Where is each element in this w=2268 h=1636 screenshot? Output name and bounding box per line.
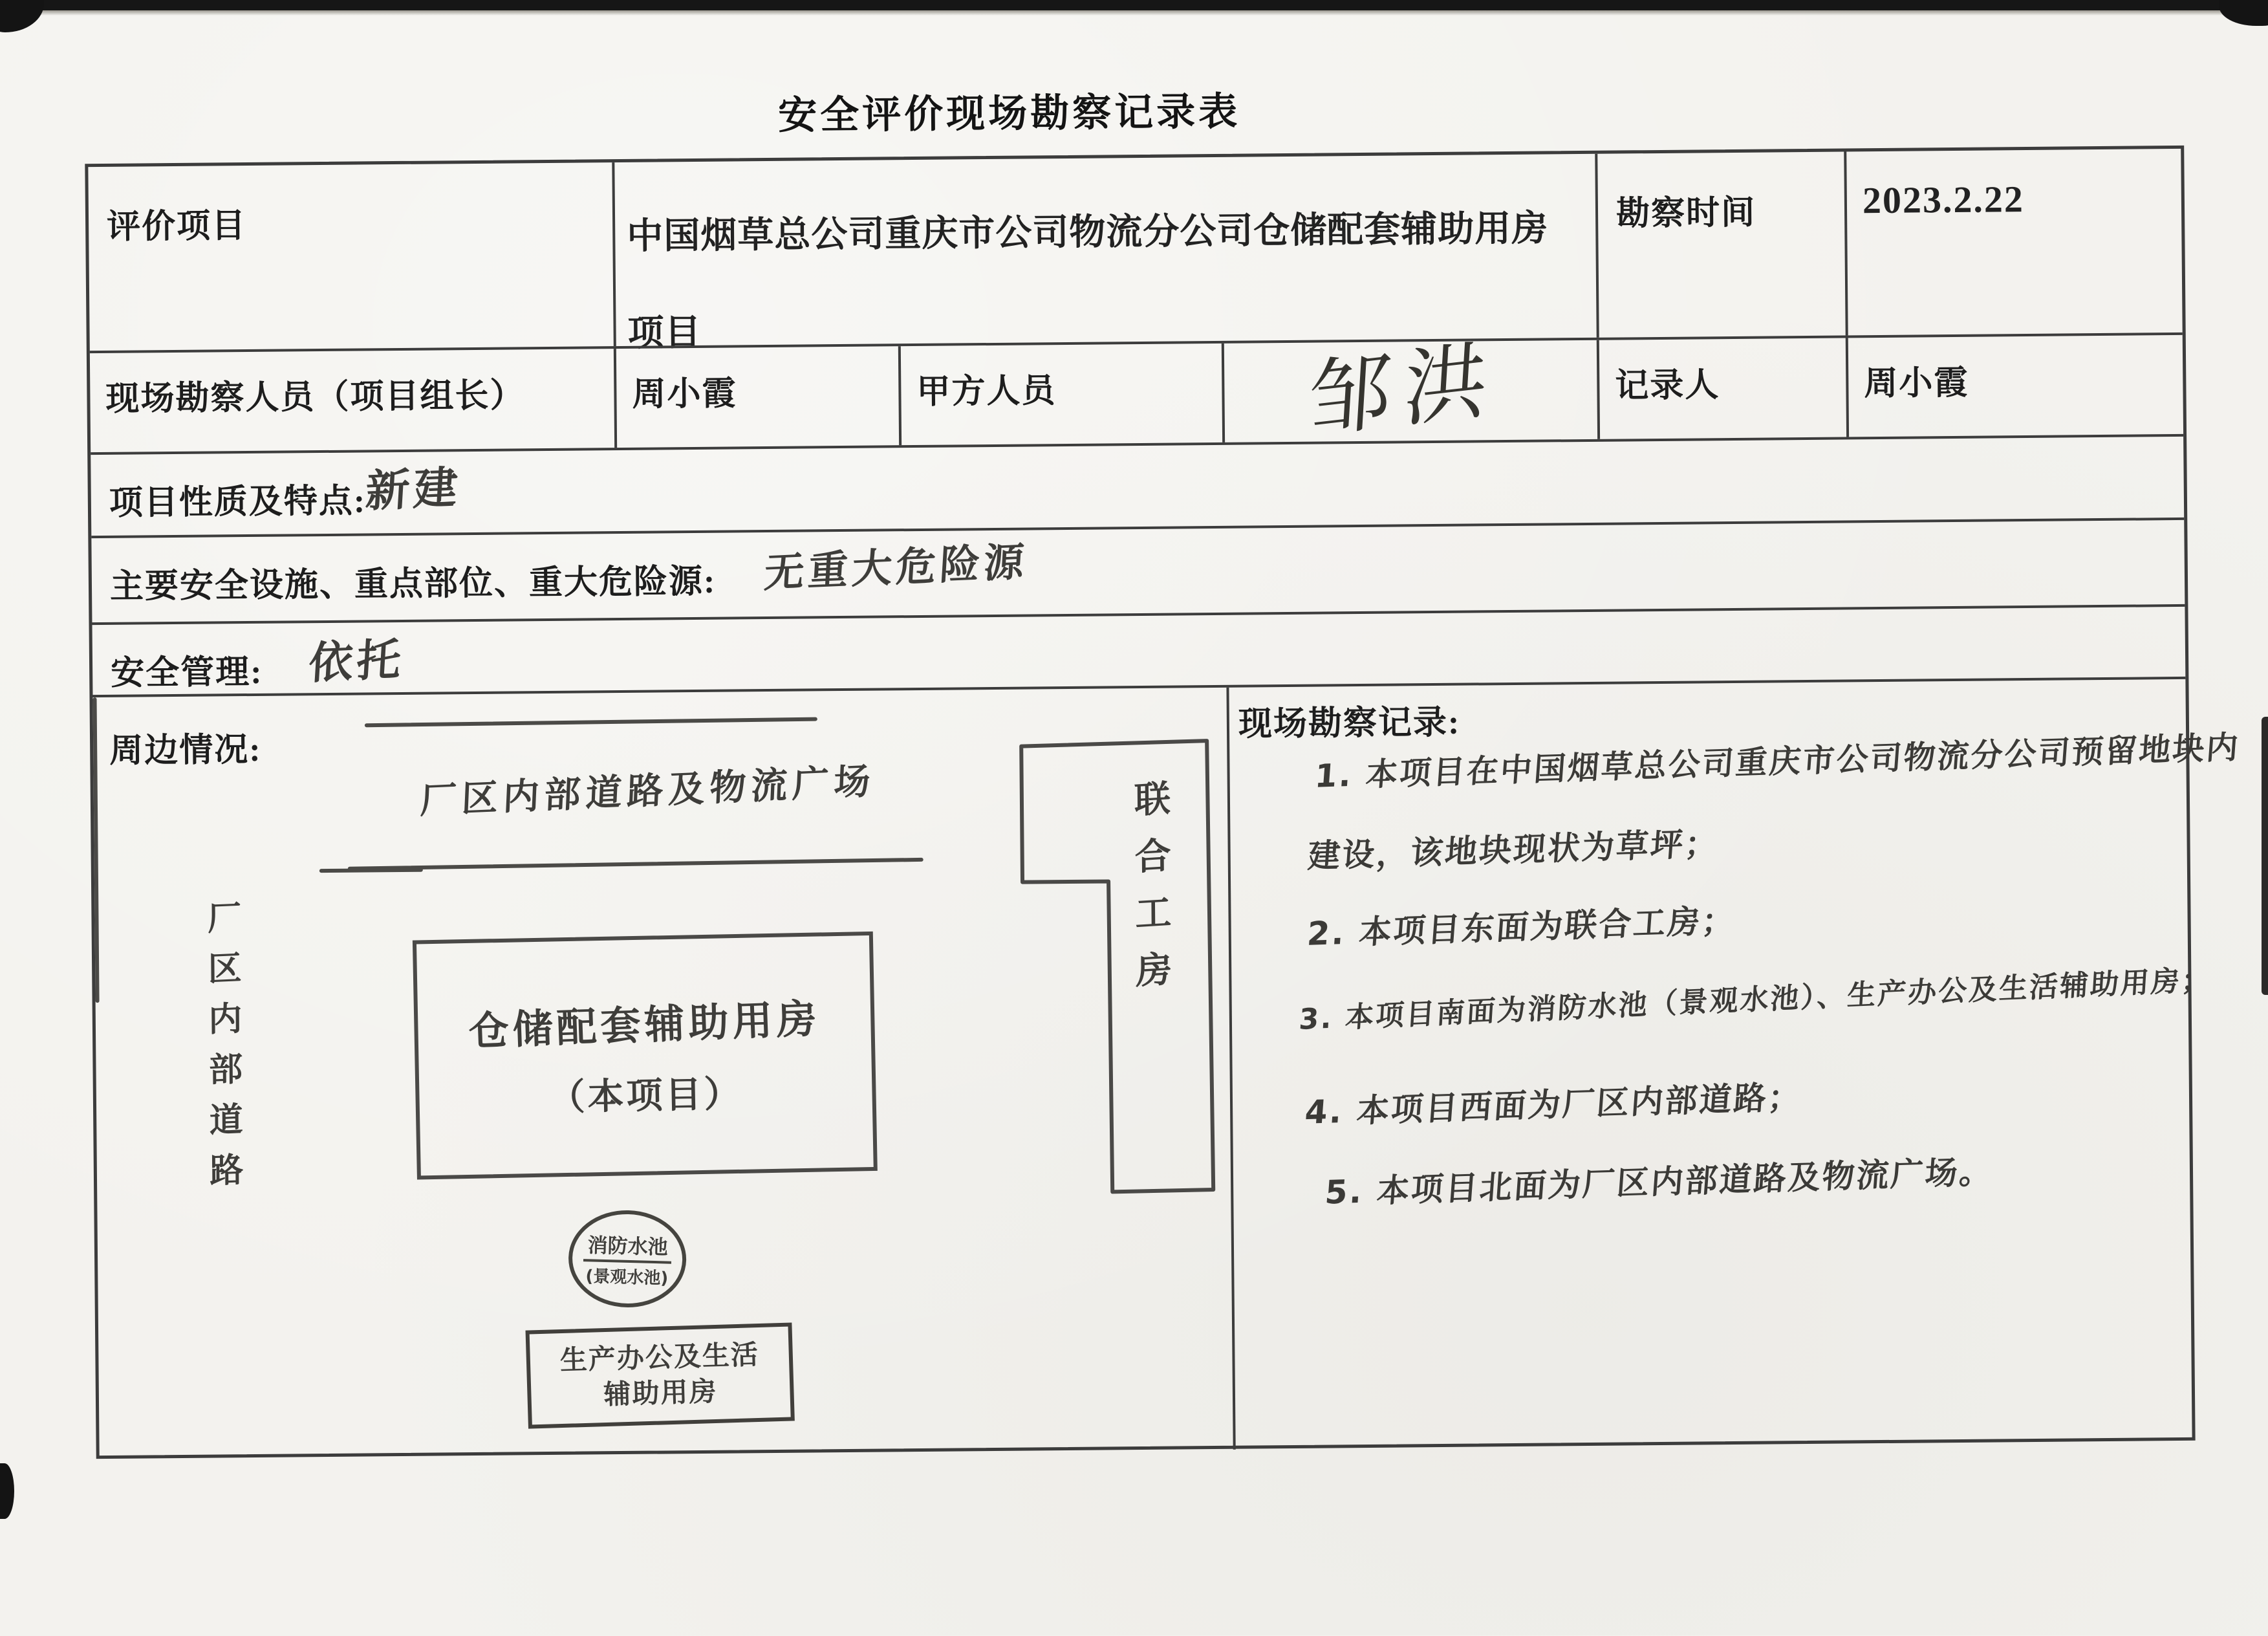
fire-pond-label: 消防水池 [583,1228,672,1264]
survey-note-line: 5. 本项目北面为厂区内部道路及物流广场。 [1323,1152,1995,1212]
cell-survey-time-value [1844,149,2188,336]
aux-building-line2: 辅助用房 [603,1375,718,1411]
cell-survey-time-label [1595,151,1845,337]
survey-time-label: 勘察时间 [1615,194,1756,233]
surveyor-value: 周小霞 [632,375,737,413]
eval-project-label: 评价项目 [106,208,247,246]
surveyor-label: 现场勘察人员（项目组长） [105,377,525,418]
party-a-label: 甲方人员 [916,373,1057,411]
cell-party-a-signature [1222,329,1597,451]
row-project [88,149,2182,354]
row-personnel [90,329,2183,452]
safety-facilities-label: 主要安全设施、重点部位、重大危险源: [109,563,717,605]
page-title: 安全评价现场勘察记录表 [777,90,1241,137]
main-building-subtitle: （本项目） [548,1073,744,1119]
aux-building-rect [526,1322,795,1428]
fire-pond-sublabel: (景观水池) [585,1267,669,1289]
survey-note-line: 4. 本项目西面为厂区内部道路； [1303,1078,1804,1131]
project-nature-label: 项目性质及特点: [109,483,367,522]
scanner-edge-strip [0,0,2268,10]
safety-facilities-value: 无重大危险源 [762,538,1030,597]
cell-surroundings-diagram [92,688,1233,1459]
survey-note-line: 1. 本项目在中国烟草总公司重庆市公司物流分公司预留地块内 [1313,728,2241,795]
cell-eval-label [88,162,613,351]
survey-record-label: 现场勘察记录: [1238,704,1461,743]
surroundings-label: 周边情况: [109,731,262,770]
survey-note-line: 2. 本项目东面为联合工房； [1306,901,1738,953]
survey-time-value: 2023.2.22 [1862,178,2025,222]
survey-note-line: 建设，该地块现状为草坪； [1306,824,1721,875]
row-surroundings-and-record [92,677,2241,1459]
survey-note-line: 3. 本项目南面为消防水池（景观水池）、生产办公及生活辅助用房； [1298,963,2213,1036]
survey-table [85,146,2241,1459]
party-a-signature: 邹洪 [1305,329,1502,451]
diagram-left-road-label: 厂区内部道路 [201,899,243,1204]
scan-streak-right [2262,717,2268,995]
cell-surveyor-value [614,346,899,448]
safety-management-value: 依托 [307,634,406,690]
cell-party-a-label [898,344,1222,445]
recorder-label: 记录人 [1615,367,1720,405]
diagram-top-road-label: 厂区内部道路及物流广场 [419,760,876,823]
cell-surveyor-label [90,349,614,452]
project-name-value: 中国烟草总公司重庆市公司物流分公司仓储配套辅助用房项目 [627,208,1549,354]
cell-recorder-value [1846,335,2190,437]
main-building-rect [413,932,878,1180]
project-nature-value: 新建 [363,462,463,518]
aux-building-line1: 生产办公及生活 [559,1338,760,1377]
cell-recorder-label [1597,338,1846,439]
recorder-value: 周小霞 [1864,364,1969,403]
cell-survey-record [1226,679,2241,1450]
main-building-name: 仓储配套辅助用房 [468,994,821,1055]
diagram-joint-workshop-label: 联合工房 [1128,778,1172,1009]
safety-management-label: 安全管理: [110,653,263,692]
